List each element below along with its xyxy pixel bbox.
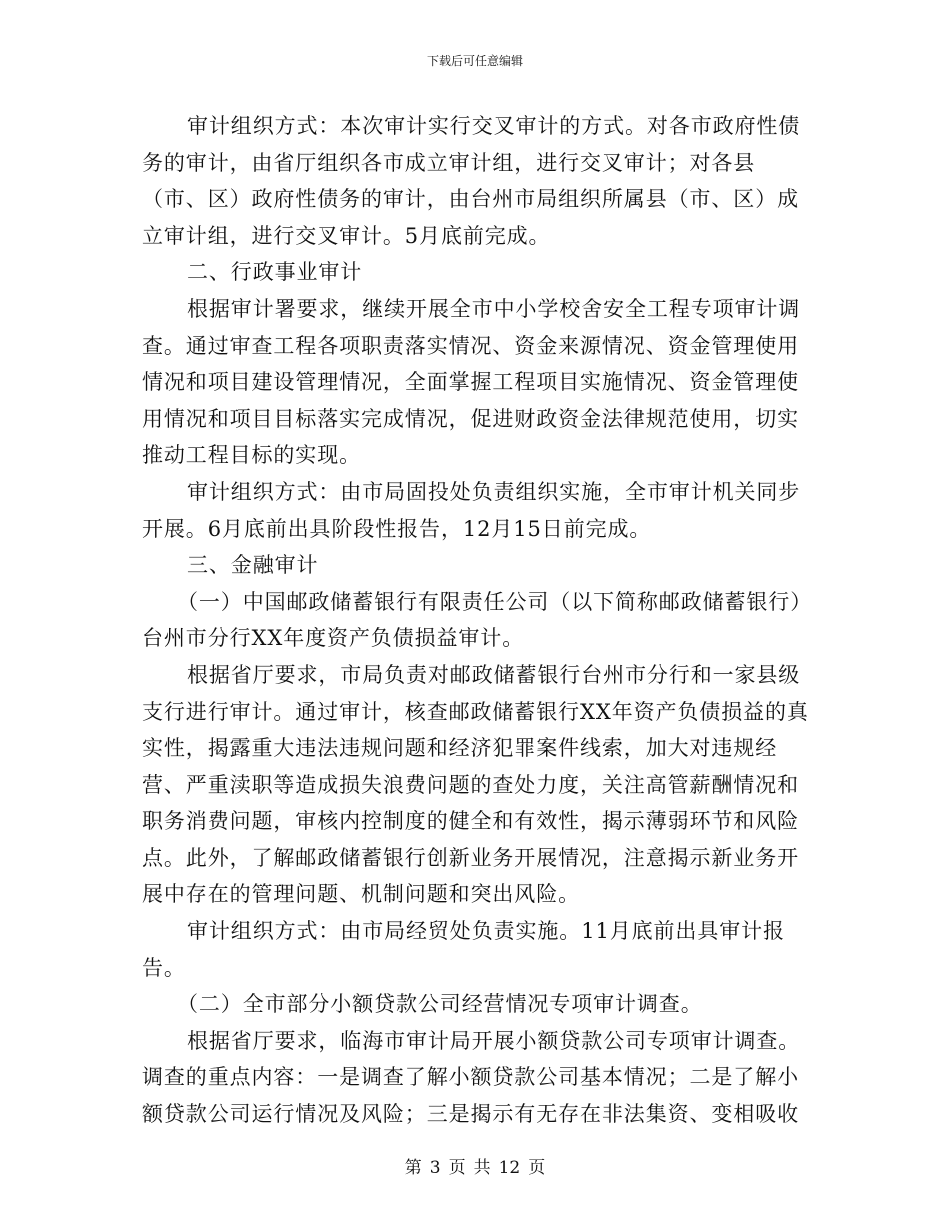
paragraph-school-safety-audit: 根据审计署要求，继续开展全市中小学校舍安全工程专项审计调查。通过审查工程各项职责落实情况、资金来源情况、资金管理使用情况和项目建设管理情况，全面掌握工程项目实施情况、资金管理使用情况和项目目标落实完成情况，促进财政资金法律规范使用，切实推动工程目标的实现。 [142, 296, 801, 468]
footer-suffix: 页 [528, 1158, 546, 1178]
page-footer [0, 1157, 950, 1179]
paragraph-audit-organization-3: 审计组织方式：由市局经贸处负责实施。11月底前出具审计报告。 [142, 919, 785, 980]
subheading-microloan-audit: （二）全市部分小额贷款公司经营情况专项审计调查。 [177, 992, 703, 1017]
paragraph-audit-organization-2: 审计组织方式：由市局固投处负责组织实施，全市审计机关同步开展。6月底前出具阶段性报告，12月15日前完成。 [142, 479, 801, 541]
footer-page-word: 页 [448, 1158, 466, 1178]
paragraph-microloan-details: 根据省厅要求，临海市审计局开展小额贷款公司专项审计调查。调查的重点内容：一是调查了解小额贷款公司基本情况；二是了解小额贷款公司运行情况及风险；三是揭示有无存在非法集资、变相吸收 [142, 1028, 801, 1127]
page-header-note: 下载后可任意编辑 [426, 54, 523, 68]
footer-total-label: 共 [473, 1158, 491, 1178]
section-heading-financial-audit: 三、金融审计 [187, 553, 319, 578]
footer-total-pages: 12 [498, 1158, 521, 1178]
paragraph-postal-bank-details: 根据省厅要求，市局负责对邮政储蓄银行台州市分行和一家县级支行进行审计。通过审计，核查邮政储蓄银行XX年资产负债损益的真实性，揭露重大违法违规问题和经济犯罪案件线索，加大对违规经营、严重渎职等造成损失浪费问题的查处力度，关注高管薪酬情况和职务消费问题，审核内控制度的健全和有效性，揭示薄弱环节和风险点。此外，了解邮政储蓄银行创新业务开展情况，注意揭示新业务开展中存在的管理问题、机制问题和突出风险。 [142, 662, 809, 907]
footer-current-page: 3 [429, 1158, 441, 1178]
section-heading-administrative-audit: 二、行政事业审计 [187, 260, 363, 285]
footer-prefix: 第 [404, 1158, 422, 1178]
subheading-postal-bank-audit: （一）中国邮政储蓄银行有限责任公司（以下简称邮政储蓄银行）台州市分行XX年度资产负债损益审计。 [142, 589, 813, 651]
paragraph-audit-organization-1: 审计组织方式：本次审计实行交叉审计的方式。对各市政府性债务的审计，由省厅组织各市成立审计组，进行交叉审计；对各县（市、区）政府性债务的审计，由台州市局组织所属县（市、区）成立审计组，进行交叉审计。5月底前完成。 [142, 114, 801, 248]
document-body [142, 108, 814, 1133]
